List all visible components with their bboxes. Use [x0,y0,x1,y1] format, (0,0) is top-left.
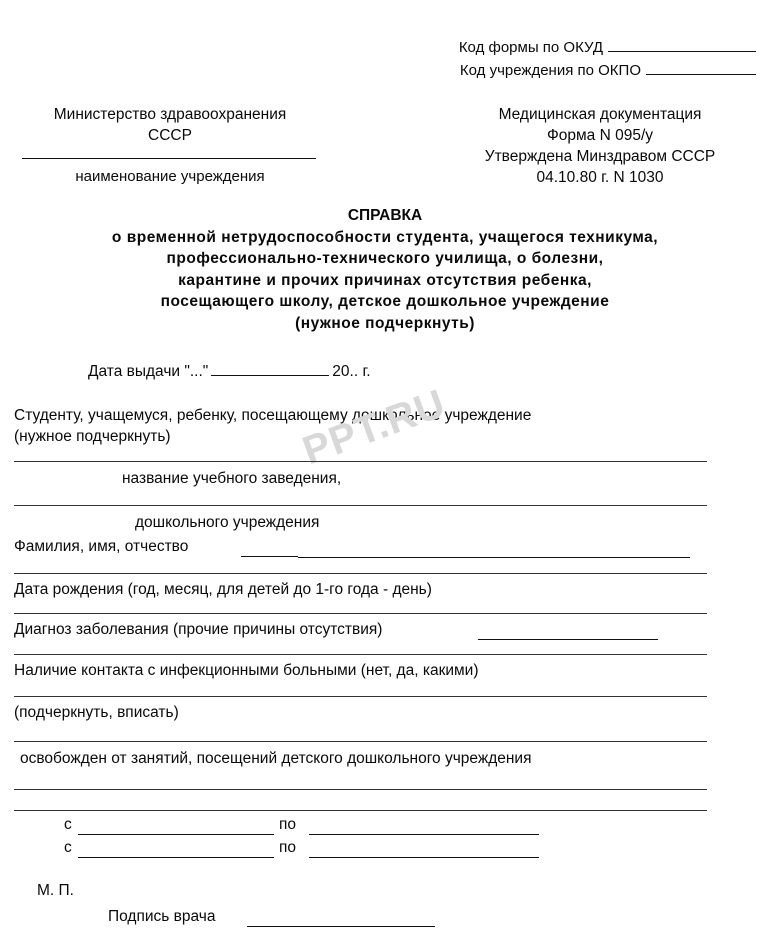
ministry-line-2: СССР [148,127,192,144]
institution-name-caption: наименование учреждения [75,168,265,185]
period-row-2 [64,839,297,857]
title-line-4: посещающего школу, детское дошкольное учреждение [160,293,610,310]
period-1-from-input[interactable] [78,834,274,835]
rule-preschool[interactable] [14,505,707,506]
code-okud-blank[interactable] [608,36,756,52]
rule-institution[interactable] [14,461,707,462]
period-2-from-label: с [64,839,72,856]
fullname-label: Фамилия, имя, отчество [14,538,189,555]
ministry-line-1: Министерство здравоохранения [53,106,287,123]
period-2-to-input[interactable] [309,857,539,858]
title-line-2: профессионально-технического училища, о болезни, [166,250,604,267]
underline-note: (подчеркнуть, вписать) [14,704,179,721]
issue-date-suffix: 20.. г. [332,363,371,380]
issue-date-label: Дата выдачи "..." [88,363,209,380]
rule-above-exemption[interactable] [14,741,707,742]
period-1-from-label: с [64,816,72,833]
title-line-3: карантине и прочих причинах отсутствия ребенка, [178,271,592,289]
medical-doc-block [430,104,770,188]
period-2-from-input[interactable] [78,857,274,858]
institution-name-rule [22,158,316,159]
fullname-blank-short[interactable] [241,556,298,557]
diagnosis-input[interactable] [478,639,658,640]
medical-doc-line-2: Форма N 095/у [546,127,654,144]
issue-date-input[interactable] [211,360,329,376]
medical-doc-line-1: Медицинская документация [498,106,702,123]
exemption-label: освобожден от занятий, посещений детского дошкольного учреждения [20,750,532,767]
code-okud-row [459,36,756,56]
rule-above-diagnosis[interactable] [14,613,707,614]
birthdate-label: Дата рождения (год, месяц, для детей до 1-го года - день) [14,581,432,598]
rule-above-contact[interactable] [14,654,707,655]
issue-date-row [88,360,371,381]
recipient-line-2: (нужное подчеркнуть) [14,428,171,445]
ministry-block [0,104,340,146]
period-1-to-input[interactable] [309,834,539,835]
medical-doc-line-3: Утверждена Минздравом СССР [484,148,716,165]
code-okud-label: Код формы по ОКУД [458,39,603,56]
period-row-1 [64,816,297,834]
preschool-caption: дошкольного учреждения [135,514,320,531]
fullname-blank-long[interactable] [298,557,690,558]
period-1-to-label: по [279,816,297,833]
recipient-block [14,405,531,447]
rule-above-birthdate[interactable] [14,573,707,574]
diagnosis-label: Диагноз заболевания (прочие причины отсутствия) [14,621,383,638]
recipient-line-1: Студенту, учащемуся, ребенку, посещающему дошкольное учреждение [14,407,532,424]
stamp-placeholder: М. П. [37,882,74,899]
form-title-block [0,205,770,334]
page-title: СПРАВКА [347,207,423,224]
period-2-to-label: по [279,839,297,856]
rule-above-note[interactable] [14,696,707,697]
signature-label: Подпись врача [108,908,216,925]
code-okpo-label: Код учреждения по ОКПО [459,62,641,79]
contact-label: Наличие контакта с инфекционными больными (нет, да, какими) [14,662,479,679]
signature-input[interactable] [247,926,435,927]
watermark: PPT.RU [297,381,452,474]
medical-doc-line-4: 04.10.80 г. N 1030 [536,169,664,186]
institution-caption: название учебного заведения, [122,470,342,487]
rule-exemption-2[interactable] [14,810,707,811]
title-line-1: о временной нетрудоспособности студента, учащегося техникума, [111,228,659,246]
code-okpo-row [460,59,756,79]
title-line-5: (нужное подчеркнуть) [295,314,475,332]
code-okpo-blank[interactable] [646,59,756,75]
rule-exemption-1[interactable] [14,789,707,790]
